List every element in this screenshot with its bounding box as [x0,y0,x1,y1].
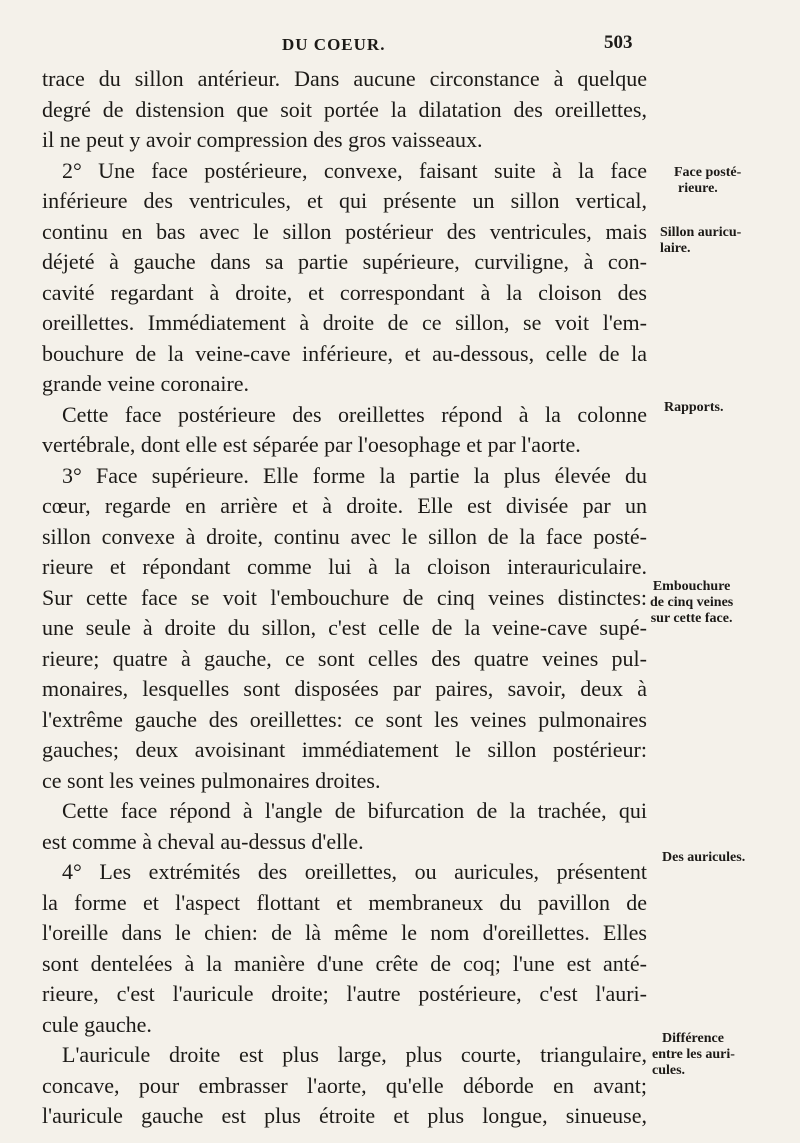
text-line: Cette face postérieure des oreillettes répond à la colonne [62,401,647,427]
margin-note-embouchure [650,579,733,627]
text-line: 4° Les extrémités des oreillettes, ou auricules, présentent [62,859,647,884]
margin-note-line: Sillon auricu- [660,225,742,240]
text-line: trace du sillon antérieur. Dans aucune circonstance à quelque [42,66,647,91]
text-line: vertébrale, dont elle est séparée par l'oesophage et par l'aorte. [42,432,581,457]
text-line: grande veine coronaire. [42,371,250,396]
text-line: cœur, regarde en arrière et à droite. Elle est divisée par un [42,493,647,518]
running-header: DU COEUR. [282,35,386,54]
text-line: ce sont les veines pulmonaires droites. [42,767,381,793]
margin-note-difference [652,1031,735,1079]
text-line: sont dentelées à la manière d'une crête de coq; l'une est anté- [42,950,647,976]
text-line: bouchure de la veine-cave inférieure, et au-dessous, celle de la [42,340,647,366]
margin-note-line: sur cette face. [650,611,733,626]
text-line: cavité regardant à droite, et correspondant à la cloison des [42,279,647,305]
text-line: est comme à cheval au-dessus d'elle. [42,828,364,854]
margin-note-line: Différence [662,1031,724,1046]
text-line: 2° Une face postérieure, convexe, faisant suite à la face [62,157,647,183]
text-line: cule gauche. [42,1011,152,1037]
page-number: 503 [604,32,633,53]
text-line: L'auricule droite est plus large, plus courte, triangulaire, [62,1042,647,1067]
text-line: l'auricule gauche est plus étroite et plus longue, sinueuse, [42,1103,647,1128]
margin-note-line: Embouchure [652,579,731,594]
text-line: il ne peut y avoir compression des gros vaisseaux. [42,127,483,152]
body-text [42,64,647,1132]
margin-note-line: entre les auri- [652,1047,735,1062]
text-line: monaires, lesquelles sont disposées par paires, savoir, deux à [42,676,647,701]
text-line: rieure et répondant comme lui à la cloison interauriculaire. [42,554,647,579]
margin-note-line: Rapports. [664,400,724,415]
text-line: rieure, c'est l'auricule droite; l'autre postérieure, c'est l'auri- [42,981,647,1006]
margin-note-line: cules. [652,1063,686,1078]
text-line: degré de distension que soit portée la dilatation des oreillettes, [42,96,647,122]
text-line: concave, pour embrasser l'aorte, qu'elle déborde en avant; [42,1072,647,1098]
margin-note-line: Des auricules. [662,850,746,865]
text-line: 3° Face supérieure. Elle forme la partie la plus élevée du [62,462,647,488]
text-line: gauches; deux avoisinant immédiatement le sillon postérieur: [42,737,647,762]
text-line: rieure; quatre à gauche, ce sont celles des quatre veines pul- [42,645,647,671]
margin-note-line: laire. [660,241,691,256]
text-line: la forme et l'aspect flottant et membraneux du pavillon de [42,889,647,915]
margin-note-line: rieure. [678,181,718,196]
text-line: Sur cette face se voit l'embouchure de cinq veines distinctes: [42,584,647,610]
text-line: l'oreille dans le chien: de là même le nom d'oreillettes. Elles [42,920,647,945]
text-line: sillon convexe à droite, continu avec le sillon de la face posté- [42,523,647,549]
text-line: oreillettes. Immédiatement à droite de ce sillon, se voit l'em- [42,310,647,335]
text-line: inférieure des ventricules, et qui présente un sillon vertical, [42,188,647,213]
text-line: continu en bas avec le sillon postérieur des ventricules, mais [42,218,647,244]
margin-note-rapports [664,400,724,416]
text-line: Cette face répond à l'angle de bifurcation de la trachée, qui [62,798,647,823]
text-line: une seule à droite du sillon, c'est celle de la veine-cave supé- [42,615,647,640]
text-line: l'extrême gauche des oreillettes: ce sont les veines pulmonaires [42,706,647,732]
margin-note-face-posterieure [674,165,741,197]
margin-note-des-auricules [662,850,745,866]
margin-note-line: de cinq veines [650,595,734,610]
margin-note-sillon-auriculaire [660,225,741,257]
text-line: déjeté à gauche dans sa partie supérieure, curviligne, à con- [42,249,647,274]
margin-note-line: Face posté- [674,165,742,180]
